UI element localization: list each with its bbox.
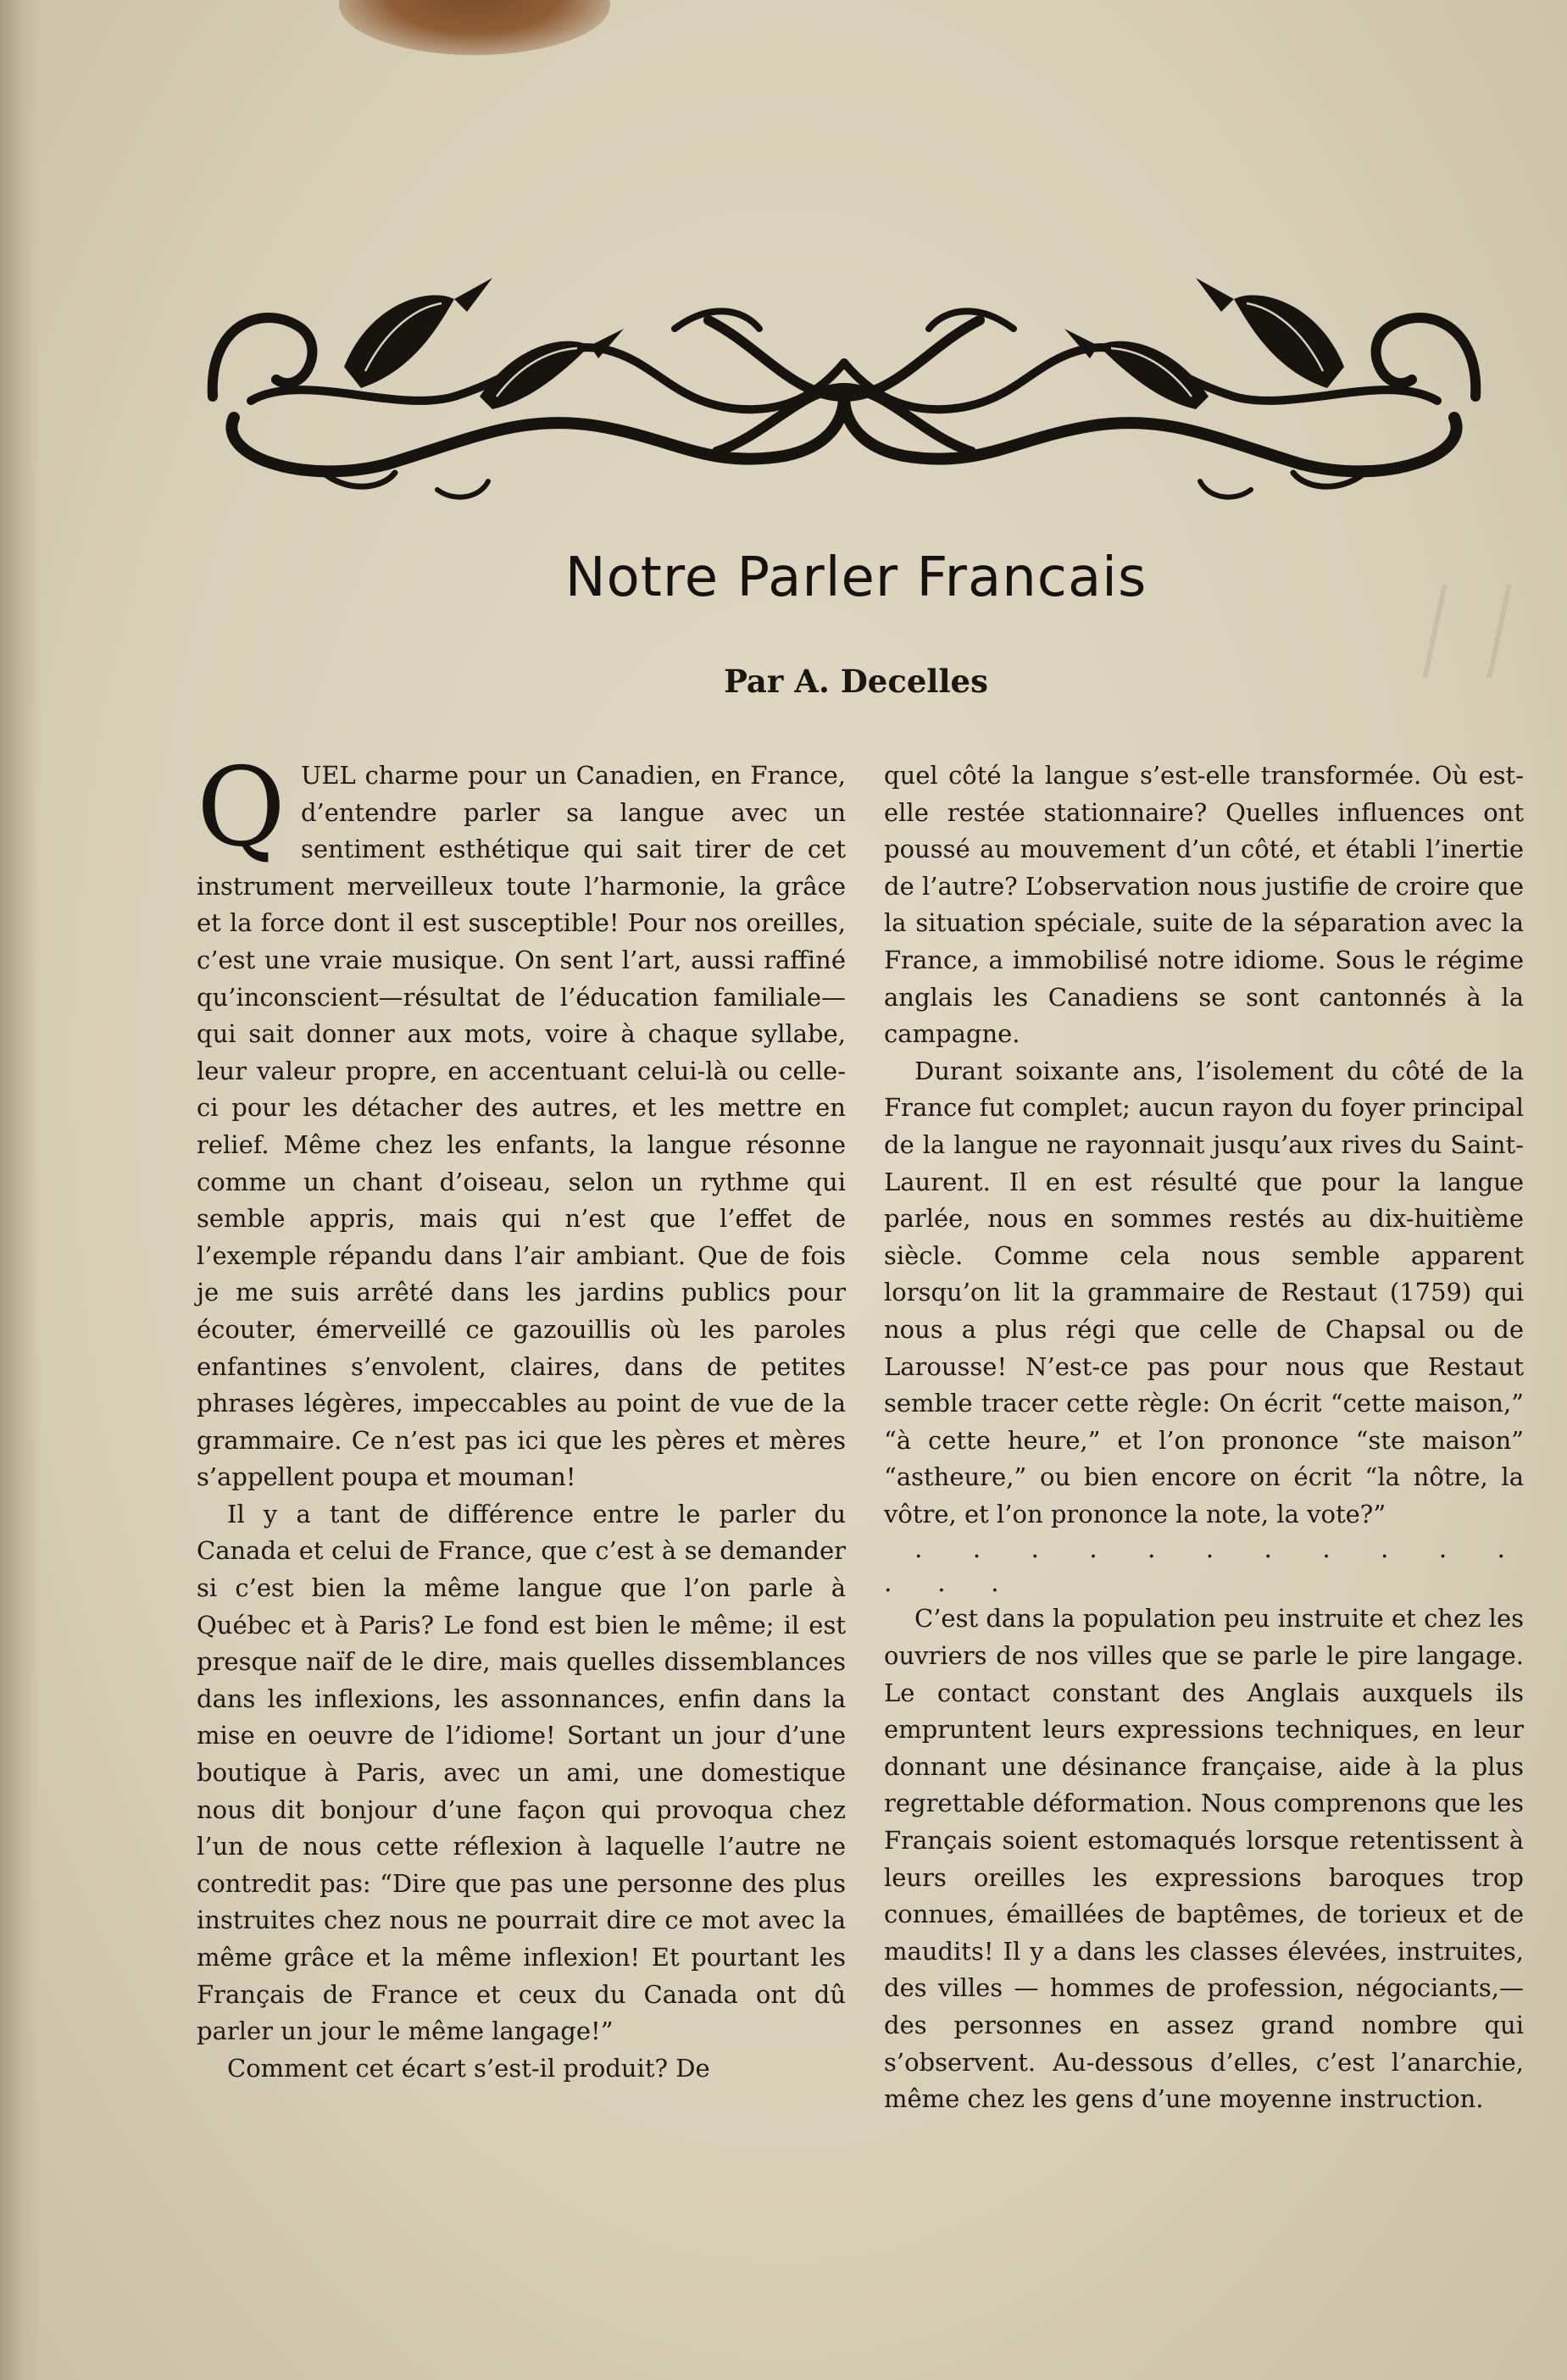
coffee-stain xyxy=(339,0,610,55)
section-ellipsis: . . . . . . . . . . . . . . xyxy=(884,1534,1524,1599)
paragraph-text: UEL charme pour un Canadien, en France, d’entendre parler sa langue avec un sentiment esthétique qui sait tirer de cet instrument merveilleux toute l’harmonie, la grâce et la force dont il est susceptible! Pour nos oreilles, c’est une vraie musique. On sent l’art, aussi raffiné qu’inconscient—résultat de l’éducation familiale—qui sait donner aux mots, voire à chaque syllabe, leur valeur propre, en accentuant celui-là ou celle-ci pour les détacher des autres, et les mettre en relief. Même chez les enfants, la langue résonne comme un chant d’oiseau, selon un rythme qui semble appris, mais qui n’est que l’effet de l’exemple répandu dans l’air ambiant. Que de fois je me suis arrêté dans les jardins publics pour écouter, émerveillé ce gazouillis où les paroles enfantines s’envolent, claires, dans de petites phrases légères, impeccables au point de vue de la grammaire. Ce n’est pas ici que les pères et mères s’appellent poupa et mouman! xyxy=(197,761,846,1492)
paragraph: Comment cet écart s’est-il produit? De xyxy=(227,2053,710,2083)
binding-shadow xyxy=(0,0,41,2380)
article-byline: Par A. Decelles xyxy=(724,663,988,700)
left-column xyxy=(197,745,846,2325)
paragraph: Il y a tant de différence entre le parler du Canada et celui de France, que c’est à se demander si c’est bien la même langue que l’on parle à Québec et à Paris? Le fond est bien le même; il est presque naïf de le dire, mais quelles dissemblances dans les inflexions, les assonnances, enfin dans la mise en oeuvre de l’idiome! Sortant un jour d’une boutique à Paris, avec un ami, une domestique nous dit bonjour d’une façon qui provoqua chez l’un de nous cette réflexion à laquelle l’autre ne contredit pas: “Dire que pas une personne des plus instruites chez nous ne pourrait dire ce mot avec la même grâce et la même inflexion! Et pourtant les Français de France et ceux du Canada ont dû parler un jour le même langage!” xyxy=(197,1499,846,2046)
right-column xyxy=(884,757,1524,2325)
article-title: Notre Parler Francais xyxy=(564,546,1147,609)
paragraph xyxy=(197,745,846,1496)
art-nouveau-ornament xyxy=(200,269,1488,507)
paragraph: C’est dans la population peu instruite et chez les ouvriers de nos villes que se parle le pire langage. Le contact constant des Anglais auxquels ils empruntent leurs expressions techniques, en leur donnant une désinance française, aide à la plus regrettable déformation. Nous comprenons que les Français soient estomaqués lorsque retentissent à leurs oreilles les expressions baroques trop connues, émaillées de baptêmes, de torieux et de maudits! Il y a dans les classes élevées, instruites, des villes — hommes de profession, négociants,—des personnes en assez grand nombre qui s’observent. Au-dessous d’elles, c’est l’anarchie, même chez les gens d’une moyenne instruction. xyxy=(884,1604,1524,2114)
paragraph: Durant soixante ans, l’isolement du côté de la France fut complet; aucun rayon du foyer principal de la langue ne rayonnait jusqu’aux rives du Saint-Laurent. Il en est résulté que pour la langue parlée, nous en sommes restés au dix-huitième siècle. Comme cela nous semble apparent lorsqu’on lit la grammaire de Restaut (1759) qui nous a plus régi que celle de Chapsal ou de Larousse! N’est-ce pas pour nous que Restaut semble tracer cette règle: On écrit “cette maison,” “à cette heure,” et l’on prononce “ste maison” “astheure,” ou bien encore on écrit “la nôtre, la vôtre, et l’on prononce la note, la vote?” xyxy=(884,1056,1524,1528)
drop-cap: Q xyxy=(197,745,286,871)
paragraph: quel côté la langue s’est-elle transformée. Où est-elle restée stationnaire? Quelles influences ont poussé au mouvement d’un côté, et établi l’inertie de l’autre? L’observation nous justifie de croire que la situation spéciale, suite de la séparation avec la France, a immobilisé notre idiome. Sous le régime anglais les Canadiens se sont cantonnés à la campagne. xyxy=(884,761,1524,1049)
